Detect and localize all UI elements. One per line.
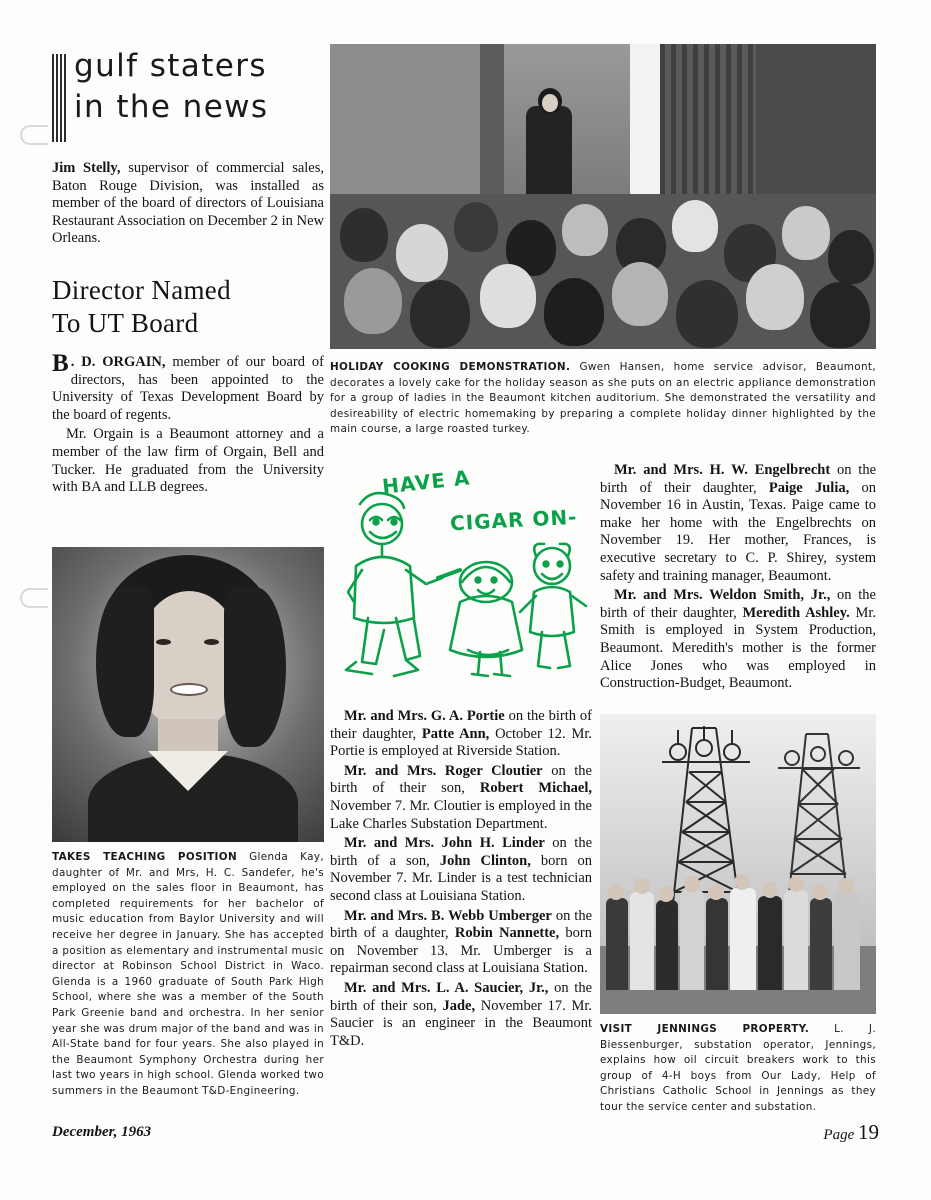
cartoon-illustration-icon (330, 470, 592, 700)
right-column-births (600, 462, 876, 695)
person-head (634, 878, 650, 894)
masthead-stripes-icon (52, 54, 66, 142)
audience-head (454, 202, 498, 252)
portrait-hair-left (96, 587, 154, 737)
portrait-eye-left (156, 639, 171, 645)
photo-audience (330, 194, 876, 349)
audience-head (344, 268, 402, 334)
portrait-mouth (170, 683, 208, 696)
birth-item (330, 980, 592, 1050)
punch-hole-bottom (20, 588, 48, 608)
photo-panel-left (330, 44, 480, 204)
birth-parents: Mr. and Mrs. B. Webb Umberger (344, 907, 552, 924)
birth-item (330, 763, 592, 833)
birth-child-name: Paige Julia, (768, 479, 850, 496)
person-head (812, 884, 828, 900)
birth-parents: Mr. and Mrs. John H. Linder (344, 835, 545, 852)
person (630, 892, 654, 990)
birth-child-name: Jade, (442, 997, 476, 1014)
top-photo-caption (330, 360, 876, 438)
punch-hole-top (20, 125, 48, 145)
audience-head (612, 262, 668, 326)
birth-rest: on November 16 in Austin, Texas. Paige came to make her home with the Engelbrechts on November 19. Her mother, Frances, is executive secretary to C. P. Shirey, system safety and training manager, Beaumont. (600, 479, 877, 584)
birth-child-name: Robin Nannette, (454, 925, 560, 942)
person-head (608, 884, 624, 900)
stelly-name: Jim Stelly, (52, 160, 121, 176)
bottom-right-caption-text: L. J. Biessenburger, substation operator, Jennings, explains how oil circuit breakers work to this group of 4-H boys from Our Lady, Help of Christians Catholic School in Jennings as they tour the service center and substation. (600, 1023, 876, 1113)
person (784, 890, 808, 990)
birth-body: on the birth of a son, (330, 835, 593, 869)
person-head (838, 878, 854, 894)
audience-head (746, 264, 804, 330)
birth-child-name: Meredith Ashley. (742, 604, 850, 621)
birth-item (330, 835, 592, 905)
audience-head (480, 264, 536, 328)
audience-head (340, 208, 388, 262)
person (834, 892, 860, 990)
masthead-title-line2: in the news (74, 89, 269, 125)
birth-child-name: John Clinton, (439, 852, 531, 869)
portrait-photo-glenda-kay (52, 547, 324, 842)
masthead-title-line1: gulf staters (74, 48, 267, 84)
birth-rest: Mr. Smith is employed in System Production, Beaumont. Meredith's mother is the former Alice Jones who was employed in Construction-Budget, Beaumont. (600, 604, 877, 692)
cartoon-text-line2: CIGAR ON- (449, 504, 578, 536)
birth-parents: Mr. and Mrs. G. A. Portie (344, 708, 505, 724)
photo-visit-jennings-property (600, 714, 876, 1014)
birth-rest: October 12. Mr. Portie is employed at Riverside Station. (330, 725, 593, 760)
bottom-right-caption-lead: VISIT JENNINGS PROPERTY. (600, 1023, 810, 1035)
birth-body: on the birth of their daughter, (600, 587, 876, 621)
birth-parents: Mr. and Mrs. H. W. Engelbrecht (614, 462, 831, 478)
person-head (788, 876, 804, 892)
person (656, 900, 678, 990)
cartoon-have-a-cigar (330, 465, 592, 700)
top-photo-caption-text: Gwen Hansen, home service advisor, Beaumont, decorates a lovely cake for the holiday season as she puts on an electric appliance demonstration for a group of ladies in the Beaumont kitchen auditorium. She demonstrated the versatility and desireability of electric homemaking by preparing a complete holiday dinner highlighted by the main course, a large roasted turkey. (330, 361, 876, 436)
person (680, 890, 704, 990)
orgain-name: . D. ORGAIN, (70, 353, 166, 370)
page-title (52, 274, 324, 340)
audience-head (562, 204, 608, 256)
birth-rest: born on November 13. Mr. Umberger is a repairman second class at Louisiana Station. (330, 925, 592, 977)
footer-page-number: 19 (858, 1120, 879, 1144)
birth-parents: Mr. and Mrs. L. A. Saucier, Jr., (344, 979, 549, 996)
birth-child-name: Patte Ann, (421, 725, 490, 742)
audience-head (396, 224, 448, 282)
audience-head (544, 278, 604, 346)
person-head (684, 876, 700, 892)
headline-line2: To UT Board (52, 307, 199, 338)
portrait-caption (52, 850, 324, 1100)
footer-date: December, 1963 (52, 1124, 152, 1140)
photo-demonstrator-face (542, 94, 558, 112)
audience-head (672, 200, 718, 252)
footer-page-label: Page (823, 1127, 855, 1143)
birth-body: on the birth of their daughter, (330, 708, 592, 742)
birth-parents: Mr. and Mrs. Weldon Smith, Jr., (614, 587, 831, 604)
left-column (52, 160, 324, 499)
audience-head (810, 282, 870, 348)
photo-holiday-cooking-demonstration (330, 44, 876, 349)
stelly-paragraph (52, 160, 324, 248)
photo-demonstrator-body (526, 106, 572, 208)
audience-head (676, 280, 738, 348)
person (606, 898, 628, 990)
drop-cap: B (52, 349, 69, 377)
audience-head (410, 280, 470, 348)
orgain-paragraph-2: Mr. Orgain is a Beaumont attorney and a member of the law firm of Orgain, Bell and Tucker. He graduated from the University with BA and LLB degrees. (52, 426, 324, 496)
birth-rest: November 7. Mr. Cloutier is employed in the Lake Charles Substation Department. (330, 797, 592, 832)
orgain-paragraph (52, 349, 324, 424)
photo-panel-divider (480, 44, 504, 204)
birth-item (600, 462, 876, 585)
birth-item (330, 708, 592, 761)
portrait-caption-text: Glenda Kay, daughter of Mr. and Mrs, H. C. Sandefer, he's employed on the sales floor in Beaumont, has completed requirements for her bachelor of music education from Baylor University and will receive her degree in January. She has accepted a position as elementary and instrumental music director at Robinson School District in Waco. Glenda is a 1960 graduate of South Park High School, where she was a member of the South Park Greenie band and orchestra. In her senior year she was drum major of the band and was in All-State band for four years. She also played in the Beaumont Symphony Orchestra during her last two years in high school. Glenda worked two summers in the Beaumont T&D-Engineering. (52, 851, 324, 1097)
birth-child-name: Robert Michael, (479, 780, 592, 797)
person (706, 898, 728, 990)
audience-head (782, 206, 830, 260)
person-head (658, 886, 674, 902)
birth-parents: Mr. and Mrs. Roger Cloutier (344, 762, 543, 779)
portrait-caption-lead: TAKES TEACHING POSITION (52, 851, 238, 863)
person-head (762, 882, 778, 898)
footer-page (823, 1120, 879, 1145)
person (810, 898, 832, 990)
bottom-right-photo-caption (600, 1022, 876, 1116)
person-head (734, 874, 750, 890)
masthead (52, 46, 324, 128)
birth-body: on the birth of a daughter, (330, 907, 593, 942)
orgain-text: member of our board of directors, has been appointed to the University of Texas Development Board by the board of regents. (52, 353, 324, 423)
cartoon-text-line1: HAVE A (380, 465, 472, 499)
birth-body: on the birth of their son, (330, 979, 592, 1014)
birth-item (600, 587, 876, 693)
photo-group-of-boys (600, 864, 876, 974)
birth-rest: born on November 7. Mr. Linder is a test technician second class at Louisiana Station. (330, 852, 592, 904)
top-photo-caption-lead: HOLIDAY COOKING DEMONSTRATION. (330, 361, 571, 373)
headline-line1: Director Named (52, 274, 231, 305)
stelly-text: supervisor of commercial sales, Baton Rouge Division, was installed as member of the board of directors of Louisiana Restaurant Association on December 2 in New Orleans. (52, 160, 324, 247)
audience-head (828, 230, 874, 284)
birth-rest: November 17. Mr. Saucier is an engineer in the Beaumont T&D. (330, 997, 592, 1049)
person (758, 896, 782, 990)
birth-body: on the birth of their daughter, (600, 462, 877, 496)
portrait-eye-right (204, 639, 219, 645)
person (730, 888, 756, 990)
person-head (708, 884, 724, 900)
portrait-hair-right (224, 587, 286, 747)
birth-item (330, 908, 592, 978)
birth-body: on the birth of their son, (330, 762, 592, 797)
middle-column-births (330, 708, 592, 1052)
